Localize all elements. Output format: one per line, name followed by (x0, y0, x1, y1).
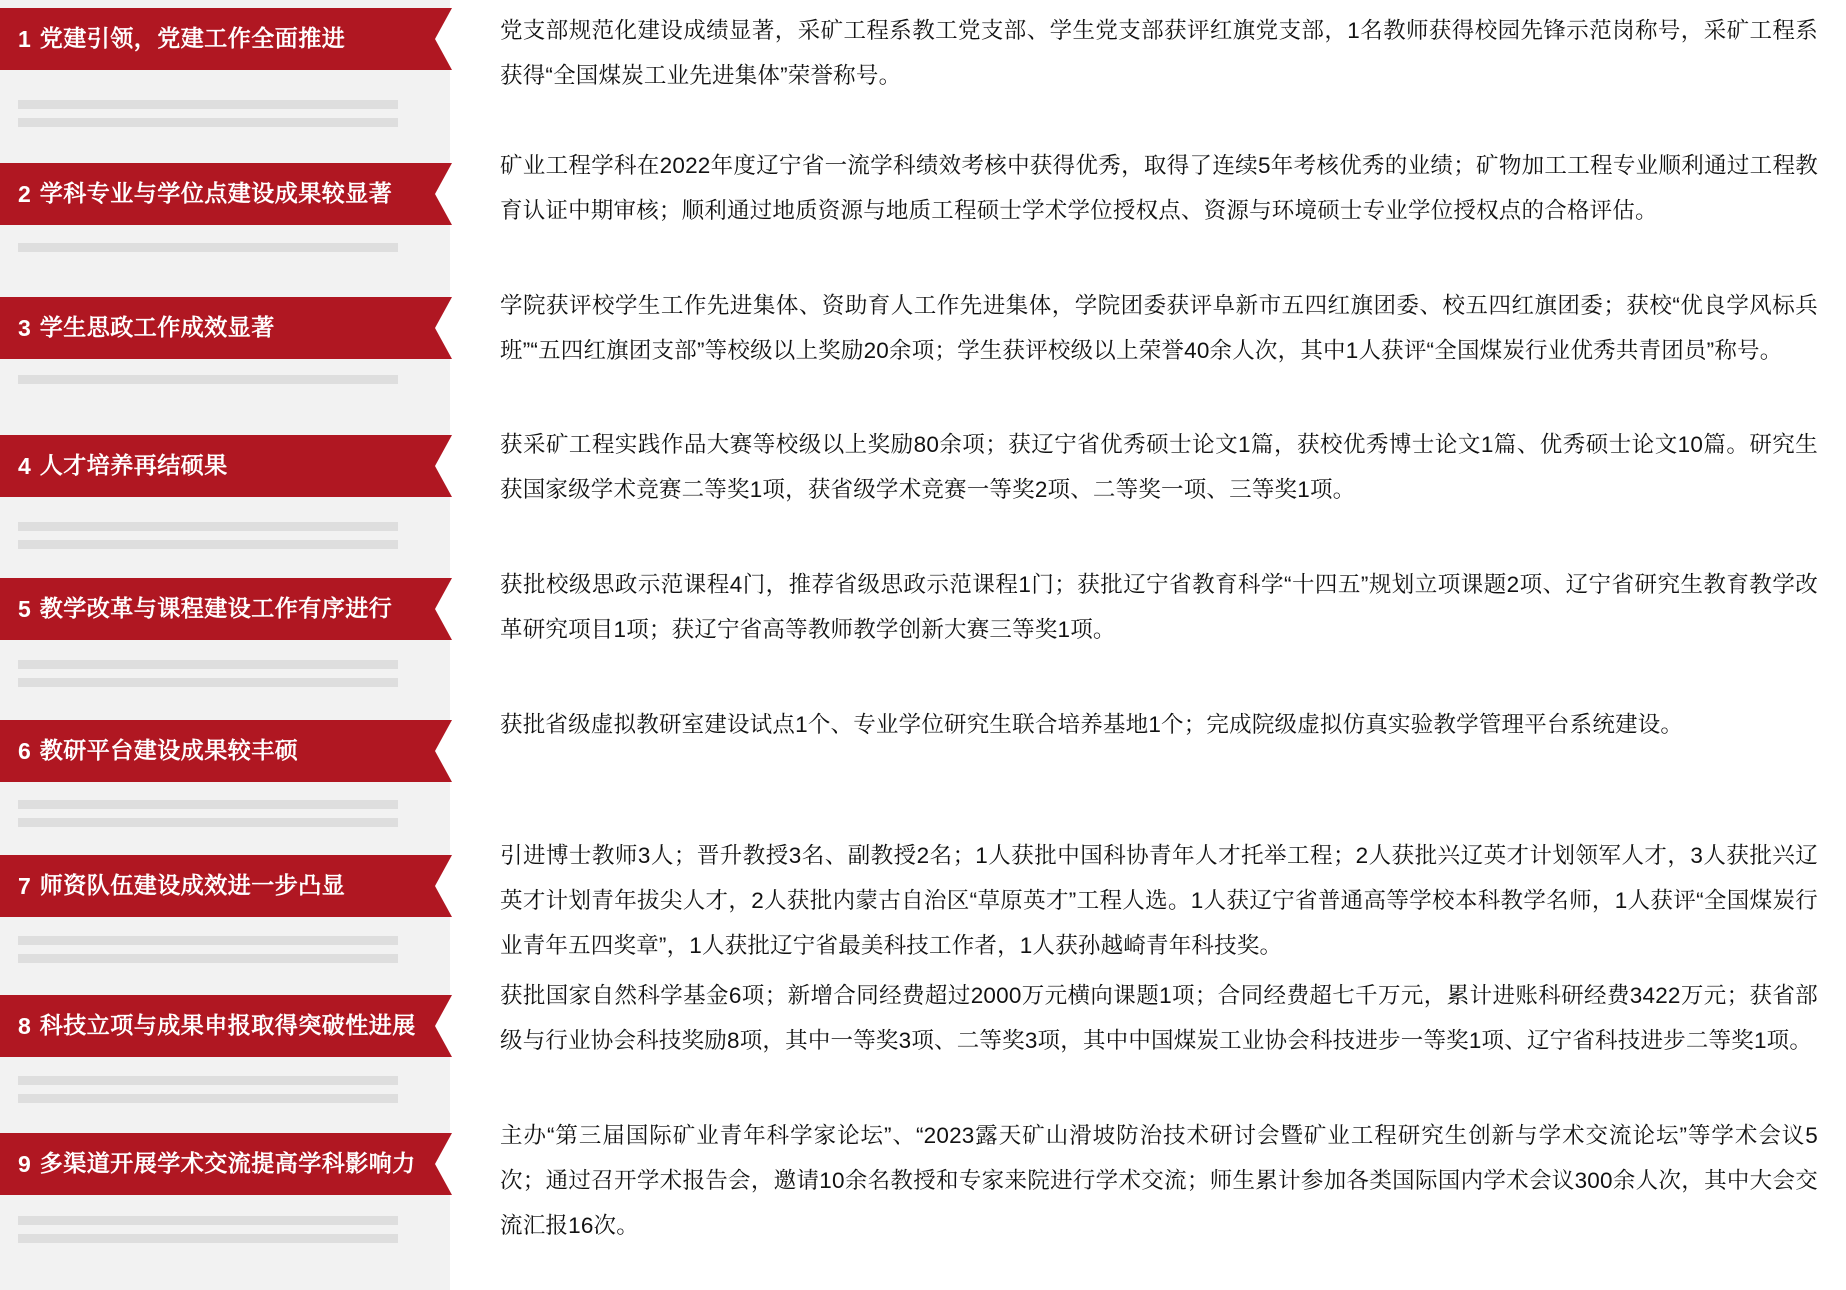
rail-separator-1b (18, 118, 398, 127)
rail-separator-1 (18, 100, 398, 109)
rail-separator-4b (18, 540, 398, 549)
section-number-9: 9 (18, 1150, 31, 1177)
section-label-3: 学生思政工作成效显著 (39, 314, 275, 341)
rail-separator-4 (18, 522, 398, 531)
section-body-6: 获批省级虚拟教研室建设试点1个、专业学位研究生联合培养基地1个；完成院级虚拟仿真实验教学管理平台系统建设。 (500, 712, 1684, 737)
section-banner-5[interactable] (0, 578, 452, 640)
rail-separator-9b (18, 1234, 398, 1243)
section-label-6: 教研平台建设成果较丰硕 (39, 737, 299, 764)
rail-separator-5b (18, 678, 398, 687)
rail-separator-7 (18, 936, 398, 945)
section-number-7: 7 (18, 872, 31, 899)
section-number-2: 2 (18, 180, 31, 207)
section-banner-9[interactable] (0, 1133, 452, 1195)
section-number-5: 5 (18, 595, 31, 622)
section-number-8: 8 (18, 1012, 31, 1039)
section-banner-1[interactable] (0, 8, 452, 70)
rail-separator-3 (18, 375, 398, 384)
section-banner-3[interactable] (0, 297, 452, 359)
rail-separator-6 (18, 800, 398, 809)
section-body-7: 引进博士教师3人；晋升教授3名、副教授2名；1人获批中国科协青年人才托举工程；2人获批兴辽英才计划领军人才，3人获批兴辽英才计划青年拔尖人才，2人获批内蒙古自治区“草原英才”工程人选。1人获辽宁省普通高等学校本科教学名师，1人获评“全国煤炭行业青年五四奖章”，1人获批辽宁省最美科技工作者，1人获孙越崎青年科技奖。 (500, 843, 1818, 958)
section-body-4: 获采矿工程实践作品大赛等校级以上奖励80余项；获辽宁省优秀硕士论文1篇，获校优秀博士论文1篇、优秀硕士论文10篇。研究生获国家级学术竞赛二等奖1项，获省级学术竞赛一等奖2项、二等奖一项、三等奖1项。 (500, 432, 1818, 502)
section-number-1: 1 (18, 25, 31, 52)
rail-separator-8b (18, 1094, 398, 1103)
section-banner-8[interactable] (0, 995, 452, 1057)
rail-separator-2 (18, 243, 398, 252)
section-body-9: 主办“第三届国际矿业青年科学家论坛”、“2023露天矿山滑坡防治技术研讨会暨矿业工程研究生创新与学术交流论坛”等学术会议5次；通过召开学术报告会，邀请10余名教授和专家来院进行学术交流；师生累计参加各类国际国内学术会议300余人次，其中大会交流汇报16次。 (500, 1123, 1818, 1238)
section-label-9: 多渠道开展学术交流提高学科影响力 (39, 1150, 416, 1177)
section-label-4: 人才培养再结硕果 (39, 452, 228, 479)
section-label-1: 党建引领，党建工作全面推进 (39, 25, 346, 52)
rail-separator-7b (18, 954, 398, 963)
section-body-3: 学院获评校学生工作先进集体、资助育人工作先进集体，学院团委获评阜新市五四红旗团委、校五四红旗团委；获校“优良学风标兵班”“五四红旗团支部”等校级以上奖励20余项；学生获评校级以上荣誉40余人次，其中1人获评“全国煤炭行业优秀共青团员”称号。 (500, 293, 1818, 363)
section-label-7: 师资队伍建设成效进一步凸显 (39, 872, 346, 899)
section-number-3: 3 (18, 314, 31, 341)
section-label-8: 科技立项与成果申报取得突破性进展 (39, 1012, 416, 1039)
section-label-5: 教学改革与课程建设工作有序进行 (39, 595, 393, 622)
section-body-2: 矿业工程学科在2022年度辽宁省一流学科绩效考核中获得优秀，取得了连续5年考核优秀的业绩；矿物加工工程专业顺利通过工程教育认证中期审核；顺利通过地质资源与地质工程硕士学术学位授权点、资源与环境硕士专业学位授权点的合格评估。 (500, 153, 1818, 223)
section-body-5: 获批校级思政示范课程4门，推荐省级思政示范课程1门；获批辽宁省教育科学“十四五”规划立项课题2项、辽宁省研究生教育教学改革研究项目1项；获辽宁省高等教师教学创新大赛三等奖1项。 (500, 572, 1818, 642)
section-banner-7[interactable] (0, 855, 452, 917)
rail-separator-5 (18, 660, 398, 669)
rail-separator-6b (18, 818, 398, 827)
left-rail (0, 0, 450, 1290)
section-banner-6[interactable] (0, 720, 452, 782)
section-body-8: 获批国家自然科学基金6项；新增合同经费超过2000万元横向课题1项；合同经费超七千万元，累计进账科研经费3422万元；获省部级与行业协会科技奖励8项，其中一等奖3项、二等奖3项，其中中国煤炭工业协会科技进步一等奖1项、辽宁省科技进步二等奖1项。 (500, 983, 1818, 1053)
rail-separator-9 (18, 1216, 398, 1225)
section-number-4: 4 (18, 452, 31, 479)
section-banner-2[interactable] (0, 163, 452, 225)
section-number-6: 6 (18, 737, 31, 764)
rail-separator-8 (18, 1076, 398, 1085)
section-body-1: 党支部规范化建设成绩显著，采矿工程系教工党支部、学生党支部获评红旗党支部，1名教师获得校园先锋示范岗称号，采矿工程系获得“全国煤炭工业先进集体”荣誉称号。 (500, 18, 1818, 88)
section-label-2: 学科专业与学位点建设成果较显著 (39, 180, 393, 207)
section-banner-4[interactable] (0, 435, 452, 497)
